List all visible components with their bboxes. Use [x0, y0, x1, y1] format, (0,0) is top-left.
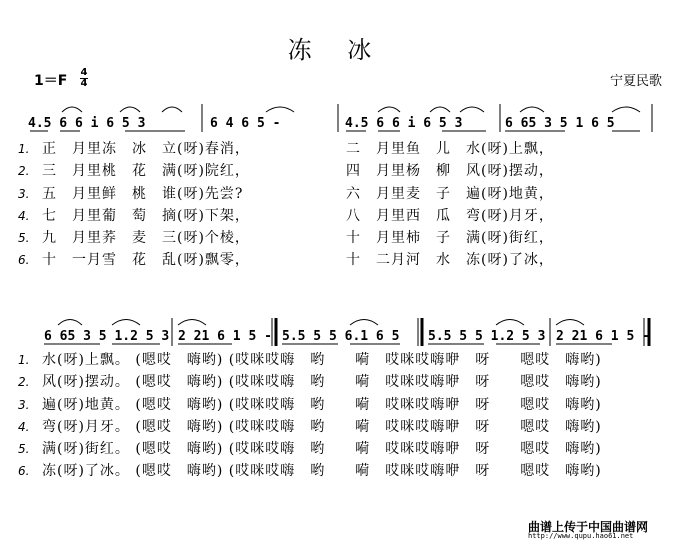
verse-number: 3.	[18, 397, 30, 412]
verse-text-first-half: 五 月里鲜 桃 谁(呀)先尝?	[42, 185, 244, 202]
refrain-text: 风(呀)摆动。 (嗯哎 嗨哟) (哎咪哎嗨 哟 嗬 哎咪哎嗨咿 呀 嗯哎 嗨哟)	[42, 374, 602, 391]
verse-number: 6.	[18, 253, 30, 268]
verse-text-first-half: 七 月里葡 萄 摘(呀)下架，	[42, 207, 250, 224]
verse-number: 3.	[18, 186, 30, 201]
verse-number: 5.	[18, 231, 30, 246]
staff2-bar4: 5.5 5 5 1.2 5 3	[428, 329, 546, 344]
verse-text-first-half: 三 月里桃 花 满(呀)院红，	[42, 163, 250, 180]
verse-text-second-half: 十 二月河 水 冻(呀)了冰，	[346, 252, 554, 269]
verse-row	[18, 160, 554, 182]
staff1-bar3: 4.5 6 6 i 6 5 3	[345, 116, 463, 131]
verse-text-second-half: 六 月里麦 子 遍(呀)地黄，	[346, 185, 554, 202]
verses-block-2	[18, 349, 602, 483]
verse-row	[18, 205, 554, 227]
verse-text-first-half: 正 月里冻 冰 立(呀)春消，	[42, 141, 250, 157]
refrain-text: 弯(呀)月牙。 (嗯哎 嗨哟) (哎咪哎嗨 哟 嗬 哎咪哎嗨咿 呀 嗯哎 嗨哟)	[42, 418, 602, 435]
key-signature: 1＝F	[34, 73, 68, 89]
refrain-text: 冻(呀)了冰。 (嗯哎 嗨哟) (哎咪哎嗨 哟 嗬 哎咪哎嗨咿 呀 嗯哎 嗨哟)	[42, 463, 602, 480]
verse-number: 1.	[18, 142, 30, 156]
verse-number: 2.	[18, 164, 30, 179]
verse-text-second-half: 二 月里鱼 儿 水(呀)上飘，	[346, 141, 554, 157]
verse-row	[18, 138, 554, 160]
staff-line-1	[28, 104, 652, 132]
verse-text-first-half: 十 一月雪 花 乱(呀)飘零，	[42, 252, 250, 269]
meter-numerator: 4	[80, 67, 88, 78]
verse-text-second-half: 十 月里柿 子 满(呀)街红，	[346, 230, 554, 247]
verse-number: 1.	[18, 353, 30, 367]
verse-number: 4.	[18, 419, 30, 434]
verse-row	[18, 183, 554, 205]
staff2-bar1: 6 65 3 5 1.2 5 3	[44, 329, 170, 344]
staff2-bar2: 2 21 6 1 5 -	[178, 329, 272, 344]
refrain-text: 满(呀)街红。 (嗯哎 嗨哟) (哎咪哎嗨 哟 嗬 哎咪哎嗨咿 呀 嗯哎 嗨哟)	[42, 441, 602, 458]
refrain-row	[18, 371, 602, 393]
verse-text-second-half: 八 月里西 瓜 弯(呀)月牙，	[346, 207, 554, 224]
verses-block-1	[18, 138, 554, 272]
meter-denominator: 4	[80, 78, 88, 89]
staff-line-2	[44, 318, 650, 346]
verse-row	[18, 249, 554, 271]
verse-number: 4.	[18, 208, 30, 223]
staff2-bar3: 5.5 5 5 6.1 6 5	[282, 329, 400, 344]
refrain-row	[18, 438, 602, 460]
verse-row	[18, 227, 554, 249]
refrain-row	[18, 349, 602, 371]
refrain-row	[18, 416, 602, 438]
verse-number: 2.	[18, 375, 30, 390]
page-title: 冻 冰	[287, 36, 386, 64]
verse-number: 6.	[18, 464, 30, 479]
footer-url: http://www.qupu.hao61.net	[528, 532, 634, 540]
footer-credit: 曲谱上传于中国曲谱网	[528, 520, 649, 534]
verse-text-first-half: 九 月里荞 麦 三(呀)个棱，	[42, 230, 250, 247]
refrain-row	[18, 394, 602, 416]
verse-number: 5.	[18, 442, 30, 457]
staff1-bar1: 4.5 6 6 i 6 5 3	[28, 116, 146, 131]
refrain-row	[18, 460, 602, 482]
refrain-text: 水(呀)上飘。 (嗯哎 嗨哟) (哎咪哎嗨 哟 嗬 哎咪哎嗨咿 呀 嗯哎 嗨哟)	[42, 352, 602, 368]
verse-text-second-half: 四 月里杨 柳 风(呀)摆动，	[346, 163, 554, 180]
staff1-bar4: 6 65 3 5 1 6 5	[505, 116, 615, 131]
song-origin: 宁夏民歌	[610, 74, 663, 89]
staff1-bar2: 6 4 6 5 -	[210, 116, 281, 131]
staff2-bar5: 2 21 6 1 5 -	[556, 329, 650, 344]
refrain-text: 遍(呀)地黄。 (嗯哎 嗨哟) (哎咪哎嗨 哟 嗬 哎咪哎嗨咿 呀 嗯哎 嗨哟)	[42, 396, 602, 413]
